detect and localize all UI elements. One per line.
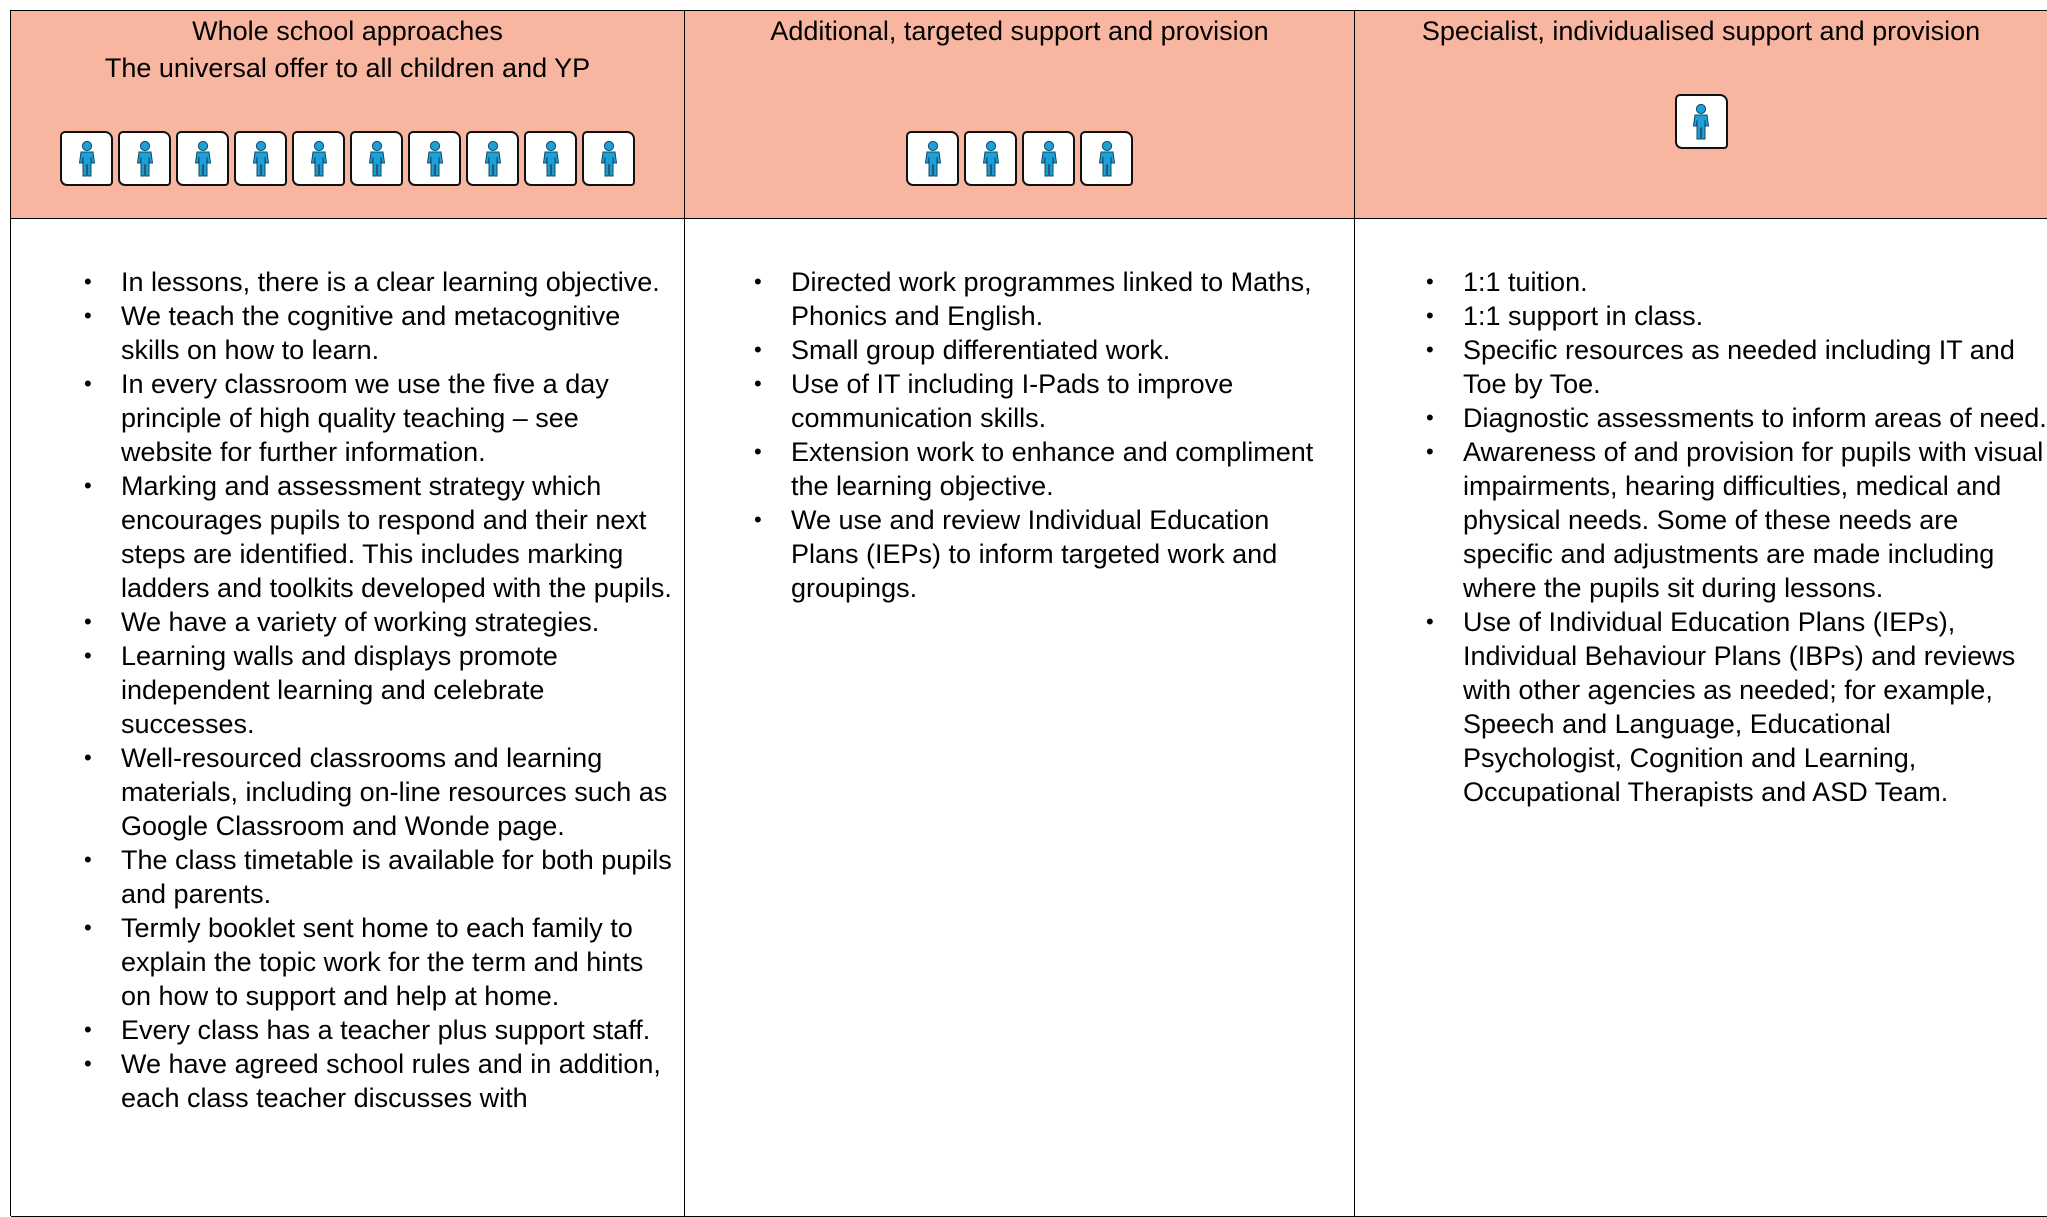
person-icon [582, 131, 635, 186]
specialist-support-list-cell [1355, 219, 2047, 1217]
bullet-icon: • [84, 847, 92, 872]
person-icon [1022, 131, 1075, 186]
list-item [84, 911, 674, 1013]
header-title-line: Whole school approaches [192, 16, 503, 46]
bullet-icon: • [1426, 337, 1434, 362]
bullet-list [685, 265, 1344, 605]
list-item-text: Learning walls and displays promote independent learning and celebrate successes. [121, 641, 558, 739]
person-icon [524, 131, 577, 186]
list-item-text: In lessons, there is a clear learning objective. [121, 267, 660, 297]
bullet-icon: • [84, 609, 92, 634]
list-item-text: We teach the cognitive and metacognitive skills on how to learn. [121, 301, 621, 365]
targeted-support-list-cell [685, 219, 1355, 1217]
person-icon [964, 131, 1017, 186]
list-item [1426, 265, 2047, 299]
bullet-icon: • [754, 371, 762, 396]
list-item [754, 435, 1344, 503]
bullet-icon: • [1426, 303, 1434, 328]
header-whole-school [11, 11, 685, 219]
bullet-icon: • [84, 473, 92, 498]
bullet-icon: • [84, 643, 92, 668]
table-grid [10, 10, 2047, 1216]
person-icon [292, 131, 345, 186]
bullet-icon: • [84, 371, 92, 396]
list-item [84, 639, 674, 741]
list-item-text: Small group differentiated work. [791, 335, 1171, 365]
people-icons [11, 131, 684, 186]
list-item [754, 367, 1344, 435]
people-icons [685, 131, 1354, 186]
list-item [1426, 333, 2047, 401]
list-item [84, 1013, 674, 1047]
header-specialist-support [1355, 11, 2047, 219]
list-item [754, 333, 1344, 367]
bullet-icon: • [84, 269, 92, 294]
list-item [1426, 435, 2047, 605]
list-item-text: Directed work programmes linked to Maths, Phonics and English. [791, 267, 1312, 331]
list-item-text: Awareness of and provision for pupils with visual impairments, hearing difficulties, medical and physical needs. Some of these needs are specific and adjustments are made including where the pupils sit during lessons. [1463, 437, 2044, 603]
list-item-text: The class timetable is available for both pupils and parents. [121, 845, 672, 909]
person-icon [1675, 94, 1728, 149]
list-item-text: 1:1 support in class. [1463, 301, 1704, 331]
list-item-text: We have a variety of working strategies. [121, 607, 600, 637]
list-item [84, 469, 674, 605]
bullet-icon: • [754, 337, 762, 362]
list-item [754, 265, 1344, 333]
people-icons [1355, 94, 2047, 149]
list-item [84, 741, 674, 843]
list-item [84, 265, 674, 299]
list-item [84, 843, 674, 911]
list-item-text: Every class has a teacher plus support staff. [121, 1015, 651, 1045]
list-item-text: Use of IT including I-Pads to improve communication skills. [791, 369, 1234, 433]
bullet-icon: • [1426, 269, 1434, 294]
list-item-text: Termly booklet sent home to each family to explain the topic work for the term and hints on how to support and help at home. [121, 913, 644, 1011]
bullet-icon: • [84, 1051, 92, 1076]
list-item [84, 1047, 674, 1115]
bullet-icon: • [84, 915, 92, 940]
person-icon [466, 131, 519, 186]
list-item [1426, 605, 2047, 809]
person-icon [60, 131, 113, 186]
list-item-text: We have agreed school rules and in addition, each class teacher discusses with [121, 1049, 661, 1113]
list-item [754, 503, 1344, 605]
list-item-text: Use of Individual Education Plans (IEPs), Individual Behaviour Plans (IBPs) and reviews with other agencies as needed; for example, Speech and Language, Educational Psychologist, Cognition and Learning, Occupational Therapists and ASD Team. [1463, 607, 2016, 807]
bullet-icon: • [754, 269, 762, 294]
list-item-text: 1:1 tuition. [1463, 267, 1588, 297]
header-title-line: The universal offer to all children and YP [104, 53, 591, 83]
person-icon [408, 131, 461, 186]
list-item-text: Well-resourced classrooms and learning materials, including on-line resources such as Google Classroom and Wonde page. [121, 743, 668, 841]
list-item-text: Diagnostic assessments to inform areas of need. [1463, 403, 2047, 433]
person-icon [176, 131, 229, 186]
list-item-text: Specific resources as needed including IT and Toe by Toe. [1463, 335, 2015, 399]
bullet-list [1355, 265, 2047, 809]
person-icon [1080, 131, 1133, 186]
bullet-icon: • [84, 303, 92, 328]
list-item [1426, 401, 2047, 435]
bullet-icon: • [1426, 405, 1434, 430]
bullet-icon: • [84, 1017, 92, 1042]
bullet-icon: • [1426, 439, 1434, 464]
list-item [84, 299, 674, 367]
header-targeted-support [685, 11, 1355, 219]
list-item [1426, 299, 2047, 333]
header-title-line: Additional, targeted support and provision [770, 16, 1269, 46]
bullet-list [11, 265, 674, 1115]
bullet-icon: • [754, 507, 762, 532]
person-icon [234, 131, 287, 186]
header-title-line: Specialist, individualised support and provision [1421, 16, 1981, 46]
list-item-text: Extension work to enhance and compliment the learning objective. [791, 437, 1314, 501]
list-item [84, 605, 674, 639]
bullet-icon: • [84, 745, 92, 770]
person-icon [118, 131, 171, 186]
list-item-text: In every classroom we use the five a day principle of high quality teaching – see website for further information. [121, 369, 609, 467]
bullet-icon: • [754, 439, 762, 464]
bullet-icon: • [1426, 609, 1434, 634]
list-item [84, 367, 674, 469]
whole-school-list-cell [11, 219, 685, 1217]
list-item-text: We use and review Individual Education Plans (IEPs) to inform targeted work and groupings. [791, 505, 1278, 603]
person-icon [906, 131, 959, 186]
list-item-text: Marking and assessment strategy which encourages pupils to respond and their next steps are identified. This includes marking ladders and toolkits developed with the pupils. [121, 471, 672, 603]
person-icon [350, 131, 403, 186]
